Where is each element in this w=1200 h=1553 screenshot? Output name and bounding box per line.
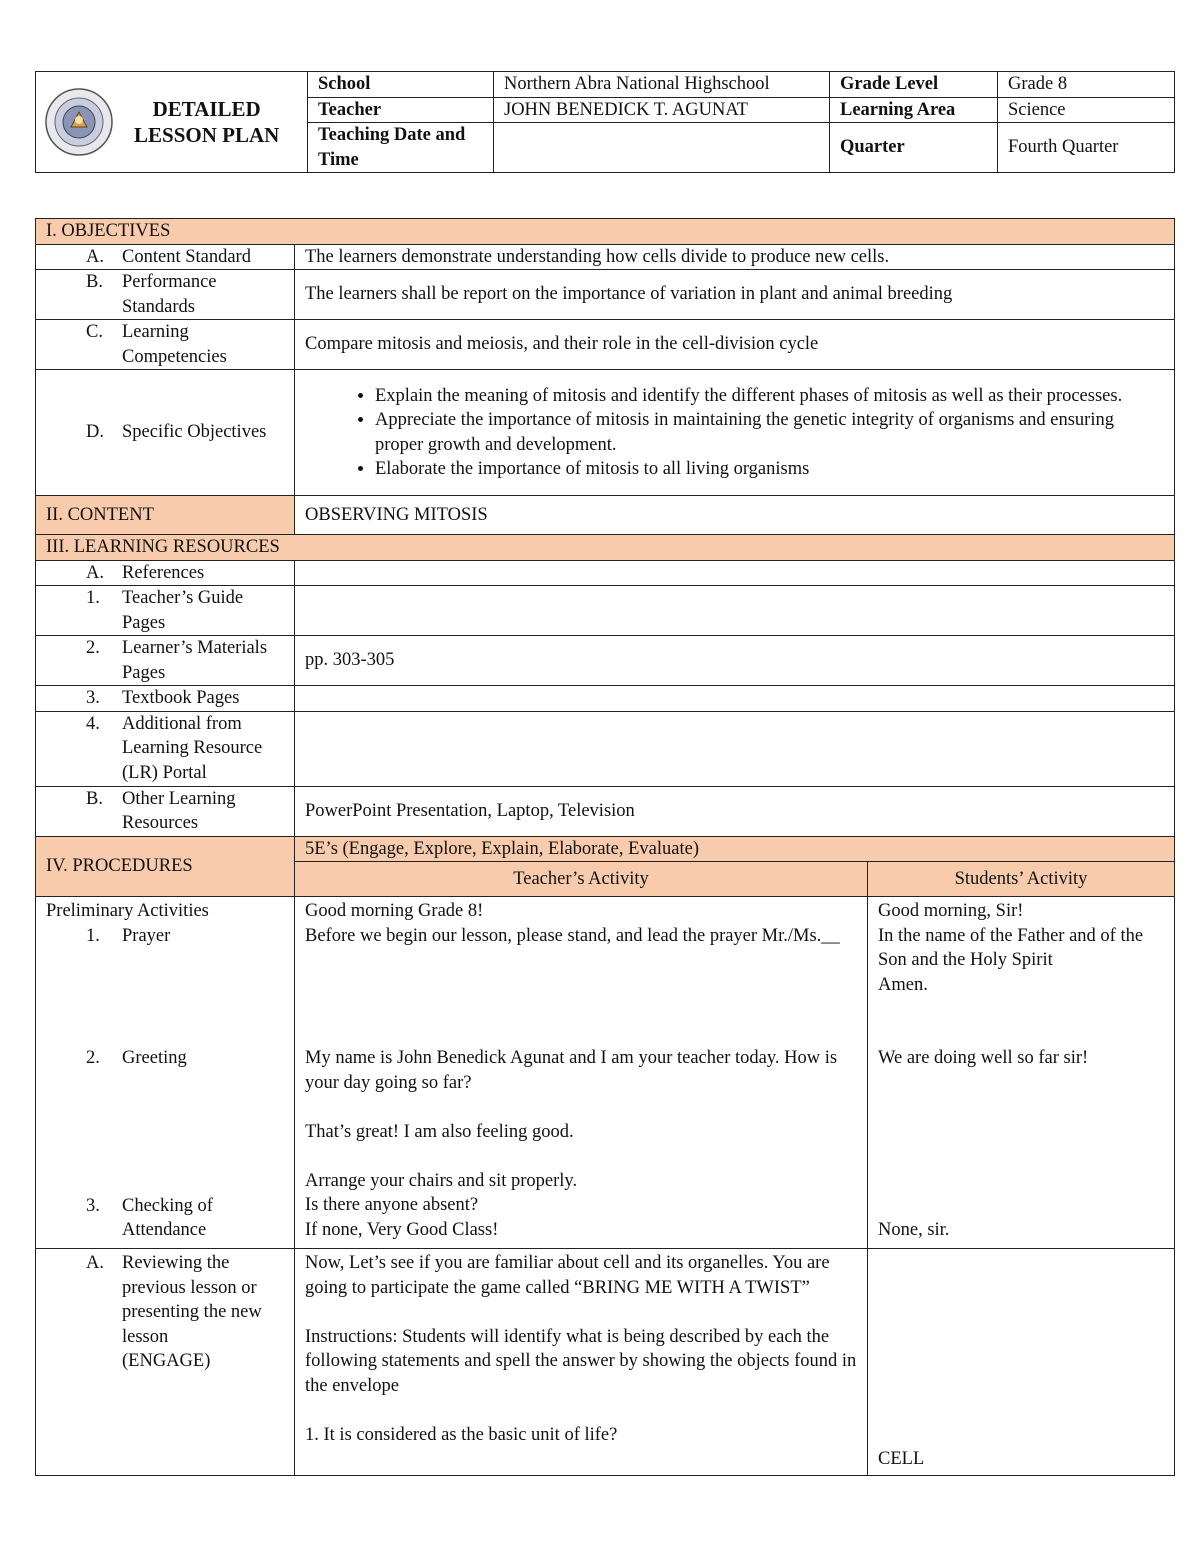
performance-standards-label: B. Performance Standards xyxy=(36,270,295,320)
quarter-value: Fourth Quarter xyxy=(998,123,1175,173)
preliminary-teacher-activity: Good morning Grade 8! Before we begin our lesson, please stand, and lead the prayer Mr./Ms.__ My name is John Benedick Agunat and I am your teacher today. How is your day going so far? That’s great! I am also feeling good. Arrange your chairs and sit properly. Is there anyone absent? If none, Very Good Class! xyxy=(295,897,868,1249)
procedures-model: 5E’s (Engage, Explore, Explain, Elaborate, Evaluate) xyxy=(295,836,1175,862)
grade-level-value: Grade 8 xyxy=(998,72,1175,98)
specific-objectives-label: D. Specific Objectives xyxy=(36,370,295,496)
document-title: DETAILED LESSON PLAN xyxy=(134,97,280,147)
other-resources-label: B. Other Learning Resources xyxy=(36,786,295,836)
teaching-date-label: Teaching Date and Time xyxy=(308,123,494,173)
content-standard-label: A. Content Standard xyxy=(36,244,295,270)
teacher-label: Teacher xyxy=(308,97,494,123)
school-label: School xyxy=(308,72,494,98)
engage-label: A. Reviewing the previous lesson or presenting the new lesson (ENGAGE) xyxy=(36,1249,295,1476)
header-table xyxy=(35,71,1175,173)
lesson-plan-table xyxy=(35,218,1175,1476)
engage-student-activity: CELL xyxy=(868,1249,1175,1476)
learners-materials-label: 2. Learner’s Materials Pages xyxy=(36,636,295,686)
content-heading: II. CONTENT xyxy=(36,496,295,535)
attendance-label: 3. Checking of Attendance xyxy=(86,1195,213,1240)
preliminary-activities-title: Preliminary Activities xyxy=(46,901,209,921)
quarter-label: Quarter xyxy=(830,123,998,173)
specific-objectives-list xyxy=(295,370,1175,496)
learning-competencies-value: Compare mitosis and meiosis, and their role in the cell-division cycle xyxy=(295,320,1175,370)
learning-resources-heading: III. LEARNING RESOURCES xyxy=(36,535,1175,561)
students-activity-header: Students’ Activity xyxy=(868,862,1175,897)
school-value: Northern Abra National Highschool xyxy=(494,72,830,98)
prayer-label: 1. Prayer xyxy=(86,925,171,946)
lr-portal-label: 4. Additional from Learning Resource (LR) Portal xyxy=(36,711,295,786)
teacher-value: JOHN BENEDICK T. AGUNAT xyxy=(494,97,830,123)
textbook-pages-value xyxy=(295,686,1175,712)
objectives-heading: I. OBJECTIVES xyxy=(36,219,1175,245)
learning-competencies-label: C. Learning Competencies xyxy=(36,320,295,370)
objective-item: • Explain the meaning of mitosis and identify the different phases of mitosis as well as their processes. xyxy=(375,384,1164,409)
content-standard-value: The learners demonstrate understanding how cells divide to produce new cells. xyxy=(295,244,1175,270)
procedures-heading: IV. PROCEDURES xyxy=(36,836,295,897)
grade-level-label: Grade Level xyxy=(830,72,998,98)
references-value xyxy=(295,560,1175,586)
performance-standards-value: The learners shall be report on the importance of variation in plant and animal breeding xyxy=(295,270,1175,320)
greeting-label: 2. Greeting xyxy=(86,1048,187,1068)
preliminary-student-activity: Good morning, Sir! In the name of the Father and of the Son and the Holy Spirit Amen. We are doing well so far sir! None, sir. xyxy=(868,897,1175,1249)
objective-item: • Elaborate the importance of mitosis to all living organisms xyxy=(375,457,1164,482)
header-title-cell xyxy=(36,72,308,173)
teachers-activity-header: Teacher’s Activity xyxy=(295,862,868,897)
references-label: A. References xyxy=(36,560,295,586)
preliminary-activities-cell xyxy=(36,897,295,1249)
teaching-date-value xyxy=(494,123,830,173)
deped-seal-logo xyxy=(44,87,114,157)
content-value: OBSERVING MITOSIS xyxy=(295,496,1175,535)
engage-teacher-activity: Now, Let’s see if you are familiar about cell and its organelles. You are going to participate the game called “BRING ME WITH A TWIST” Instructions: Students will identify what is being described by each the following statements and spell the answer by showing the objects found in the envelope 1. It is considered as the basic unit of life? xyxy=(295,1249,868,1476)
teachers-guide-label: 1. Teacher’s Guide Pages xyxy=(36,586,295,636)
teachers-guide-value xyxy=(295,586,1175,636)
learning-area-value: Science xyxy=(998,97,1175,123)
lr-portal-value xyxy=(295,711,1175,786)
objective-item: • Appreciate the importance of mitosis in maintaining the genetic integrity of organisms and ensuring proper growth and development. xyxy=(375,408,1164,457)
textbook-pages-label: 3. Textbook Pages xyxy=(36,686,295,712)
learning-area-label: Learning Area xyxy=(830,97,998,123)
other-resources-value: PowerPoint Presentation, Laptop, Television xyxy=(295,786,1175,836)
learners-materials-value: pp. 303-305 xyxy=(295,636,1175,686)
